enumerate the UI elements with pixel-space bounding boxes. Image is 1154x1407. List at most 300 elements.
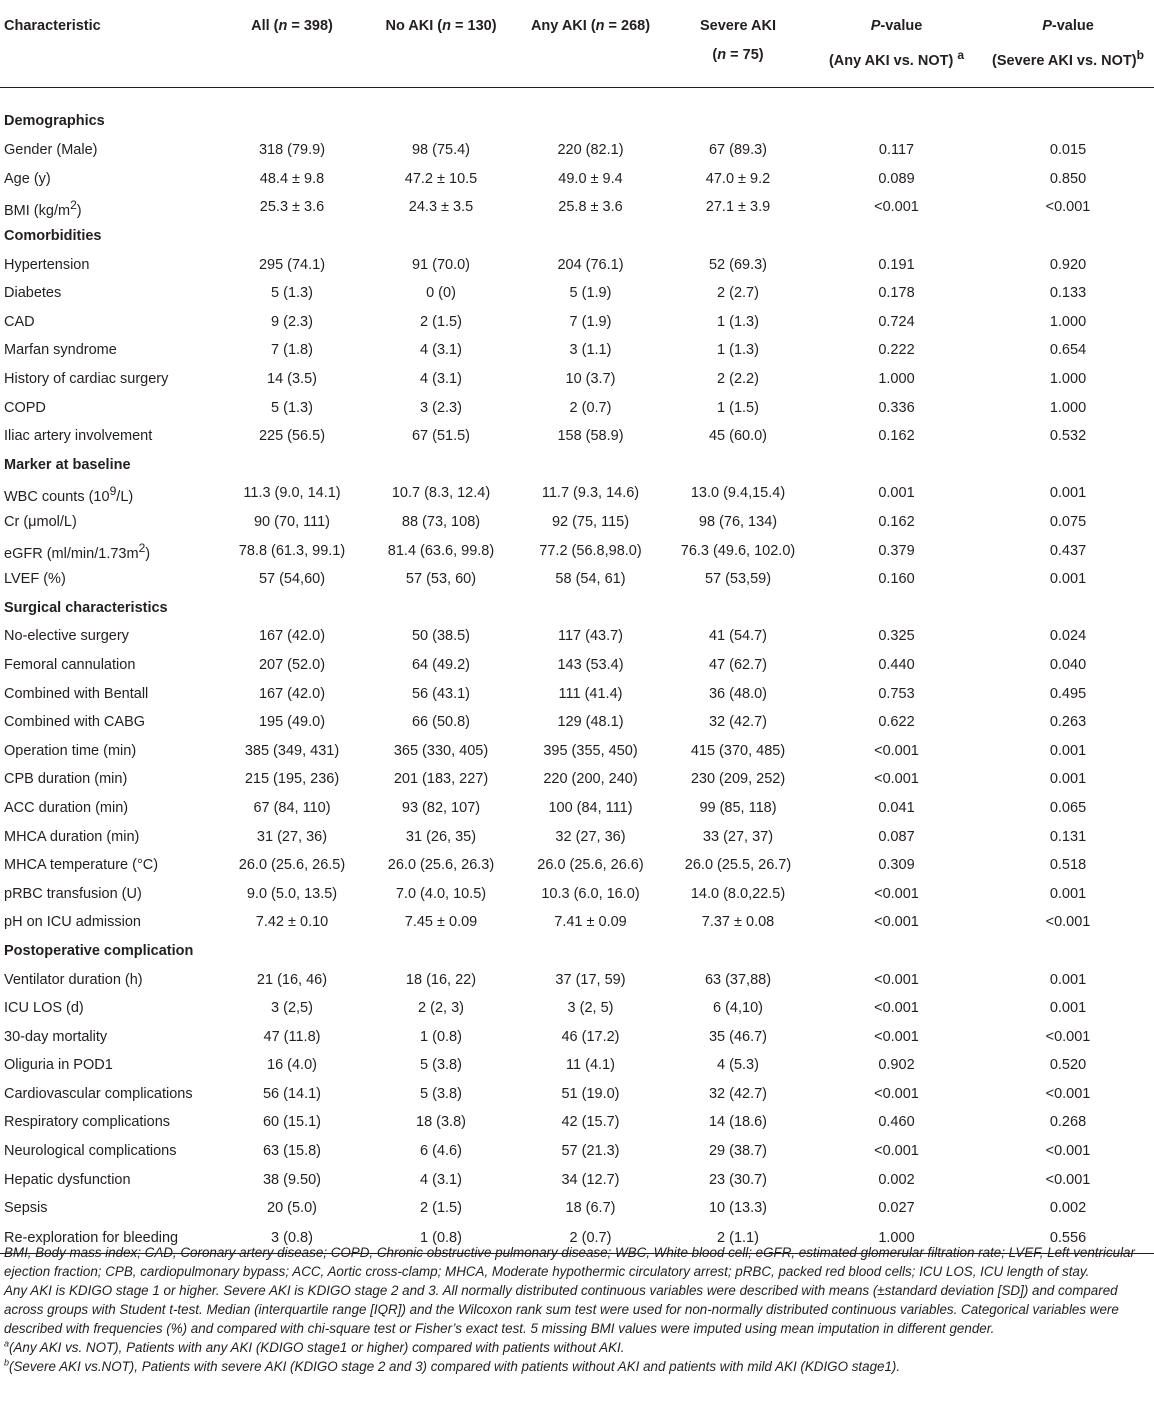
cell-all: 31 (27, 36) <box>256 828 328 845</box>
section-row <box>0 594 1154 623</box>
cell-severe-aki: 45 (60.0) <box>708 428 768 445</box>
cell-no-aki: 1 (0.8) <box>420 1028 462 1045</box>
header-characteristic: Characteristic <box>0 0 218 88</box>
cell-p-severe-aki: <0.001 <box>1045 914 1091 931</box>
table-row <box>0 1137 1154 1166</box>
header-no-aki: No AKI (n = 130) <box>366 0 516 88</box>
cell-no-aki: 66 (50.8) <box>411 714 471 731</box>
cell-any-aki: 18 (6.7) <box>565 1200 616 1217</box>
header-p-any-aki: P-value (Any AKI vs. NOT) $^a$ <box>811 0 982 88</box>
cell-severe-aki: 1 (1.3) <box>717 342 759 359</box>
table-row <box>0 536 1154 565</box>
table-row <box>0 679 1154 708</box>
cell-p-severe-aki: 0.263 <box>1049 714 1087 731</box>
cell-p-any-aki: 0.160 <box>878 571 915 588</box>
cell-all: 7.42 ± 0.10 <box>255 914 329 931</box>
cell-all: 63 (15.8) <box>262 1143 322 1160</box>
table-row <box>0 879 1154 908</box>
cell-severe-aki: 14 (18.6) <box>708 1114 768 1131</box>
cell-no-aki: 7.0 (4.0, 10.5) <box>395 885 487 902</box>
cell-p-any-aki: <0.001 <box>874 1085 919 1102</box>
cell-no-aki: 5 (3.8) <box>420 1085 462 1102</box>
row-label: pRBC transfusion (U) <box>4 885 142 902</box>
cell-severe-aki: 23 (30.7) <box>708 1171 768 1188</box>
cell-all: 26.0 (25.6, 26.5) <box>238 857 346 874</box>
cell-any-aki: 129 (48.1) <box>557 714 624 731</box>
header-severe-aki: Severe AKI (n = 75) <box>665 0 811 88</box>
cell-p-severe-aki: <0.001 <box>1045 1143 1091 1160</box>
row-label: Cr (μmol/L) <box>4 514 77 531</box>
cell-p-any-aki: <0.001 <box>874 1000 919 1017</box>
cell-severe-aki: 41 (54.7) <box>708 628 768 645</box>
table-footnotes <box>4 1243 1150 1376</box>
row-label: Ventilator duration (h) <box>4 971 143 988</box>
cell-all: 60 (15.1) <box>262 1114 322 1131</box>
footnote-a: $^a$(Any AKI vs. NOT), Patients with any AKI (KDIGO stage1 or higher) compared with patients without AKI. <box>4 1338 625 1355</box>
cell-no-aki: 6 (4.6) <box>420 1143 462 1160</box>
cell-no-aki: 26.0 (25.6, 26.3) <box>387 857 495 874</box>
cell-all: 225 (56.5) <box>258 428 326 445</box>
cell-any-aki: 11.7 (9.3, 14.6) <box>541 485 640 502</box>
cell-p-severe-aki: 0.001 <box>1049 742 1087 759</box>
cell-all: 5 (1.3) <box>271 399 313 416</box>
cell-p-severe-aki: 0.040 <box>1049 656 1087 673</box>
cell-p-any-aki: 0.622 <box>878 714 915 731</box>
cell-all: 16 (4.0) <box>267 1057 317 1074</box>
cell-no-aki: 18 (16, 22) <box>405 971 477 988</box>
cell-severe-aki: 27.1 ± 3.9 <box>705 199 771 216</box>
row-label: Iliac artery involvement <box>4 428 153 445</box>
cell-any-aki: 100 (84, 111) <box>548 799 633 816</box>
cell-any-aki: 26.0 (25.6, 26.6) <box>537 857 644 874</box>
cell-p-any-aki: 0.336 <box>878 399 915 416</box>
table-row <box>0 1194 1154 1223</box>
row-label: Sepsis <box>4 1200 48 1217</box>
cell-p-severe-aki: 0.532 <box>1049 428 1087 445</box>
cell-all: 5 (1.3) <box>271 285 313 302</box>
cell-severe-aki: 47 (62.7) <box>708 656 768 673</box>
row-label: ACC duration (min) <box>4 799 129 816</box>
cell-severe-aki: 29 (38.7) <box>708 1143 768 1160</box>
cell-p-severe-aki: <0.001 <box>1045 199 1091 216</box>
cell-any-aki: 49.0 ± 9.4 <box>558 170 623 187</box>
cell-severe-aki: 1 (1.5) <box>717 399 759 416</box>
cell-p-any-aki: 1.000 <box>878 371 915 388</box>
section-title: Surgical characteristics <box>4 599 168 616</box>
cell-p-severe-aki: 0.268 <box>1049 1114 1087 1131</box>
table-row <box>0 794 1154 823</box>
cell-any-aki: 32 (27, 36) <box>555 828 626 845</box>
cell-severe-aki: 35 (46.7) <box>708 1028 768 1045</box>
cell-p-any-aki: <0.001 <box>874 199 919 216</box>
table-row <box>0 308 1154 337</box>
cell-all: 48.4 ± 9.8 <box>259 170 325 187</box>
cell-any-aki: 42 (15.7) <box>561 1114 620 1131</box>
row-label: Hypertension <box>4 256 90 273</box>
cell-no-aki: 0 (0) <box>426 285 456 302</box>
row-label: Oliguria in POD1 <box>4 1057 113 1074</box>
cell-p-severe-aki: <0.001 <box>1045 1028 1091 1045</box>
table-row <box>0 250 1154 279</box>
cell-severe-aki: 57 (53,59) <box>704 571 772 588</box>
cell-no-aki: 67 (51.5) <box>411 428 471 445</box>
row-label: Hepatic dysfunction <box>4 1171 131 1188</box>
cell-p-severe-aki: 0.001 <box>1049 885 1087 902</box>
cell-p-severe-aki: <0.001 <box>1045 1171 1091 1188</box>
table-row <box>0 1051 1154 1080</box>
cell-p-any-aki: 0.027 <box>878 1200 915 1217</box>
cell-severe-aki: 10 (13.3) <box>708 1200 768 1217</box>
cell-p-any-aki: 0.460 <box>878 1114 915 1131</box>
cell-p-any-aki: <0.001 <box>874 1143 919 1160</box>
table-row <box>0 136 1154 165</box>
cell-any-aki: 77.2 (56.8,98.0) <box>539 542 642 559</box>
cell-p-severe-aki: 0.001 <box>1049 1000 1087 1017</box>
cell-no-aki: 81.4 (63.6, 99.8) <box>387 542 495 559</box>
cell-all: 9.0 (5.0, 13.5) <box>246 885 338 902</box>
table-row <box>0 336 1154 365</box>
table-row <box>0 1080 1154 1109</box>
cell-any-aki: 58 (54, 61) <box>555 571 626 588</box>
cell-p-any-aki: 0.222 <box>878 342 915 359</box>
cell-no-aki: 365 (330, 405) <box>393 742 489 759</box>
cell-severe-aki: 4 (5.3) <box>717 1057 759 1074</box>
table-row <box>0 422 1154 451</box>
cell-any-aki: 7.41 ± 0.09 <box>554 914 627 931</box>
table-row <box>0 508 1154 537</box>
cell-p-any-aki: 1.000 <box>811 1223 982 1254</box>
cell-p-any-aki: <0.001 <box>874 742 919 759</box>
row-label: No-elective surgery <box>4 628 129 645</box>
cell-any-aki: 92 (75, 115) <box>551 514 630 531</box>
header-all: All (n = 398) <box>218 0 366 88</box>
cell-all: 167 (42.0) <box>258 685 326 702</box>
row-label: Diabetes <box>4 285 62 302</box>
cell-no-aki: 88 (73, 108) <box>401 514 481 531</box>
row-label: Operation time (min) <box>4 742 137 759</box>
row-label: Re-exploration for bleeding <box>0 1223 218 1254</box>
cell-all: 7 (1.8) <box>271 342 313 359</box>
row-label: Neurological complications <box>4 1143 177 1160</box>
cell-p-any-aki: 0.041 <box>878 799 915 816</box>
cell-severe-aki: 32 (42.7) <box>708 714 768 731</box>
section-title: Comorbidities <box>4 228 102 245</box>
cell-p-any-aki: 0.191 <box>878 256 915 273</box>
cell-no-aki: 18 (3.8) <box>416 1114 466 1131</box>
cell-any-aki: 2 (0.7) <box>569 399 612 416</box>
cell-no-aki: 2 (1.5) <box>420 313 462 330</box>
cell-p-any-aki: 0.902 <box>878 1057 915 1074</box>
table-row <box>0 994 1154 1023</box>
cell-no-aki: 4 (3.1) <box>420 342 462 359</box>
cell-p-severe-aki: 0.920 <box>1049 256 1087 273</box>
row-label: History of cardiac surgery <box>4 371 169 388</box>
section-row <box>0 937 1154 966</box>
cell-any-aki: 158 (58.9) <box>557 428 624 445</box>
cell-p-any-aki: <0.001 <box>874 1028 919 1045</box>
cell-severe-aki: 415 (370, 485) <box>690 742 786 759</box>
cell-no-aki: 2 (1.5) <box>420 1200 462 1217</box>
cell-any-aki: 117 (43.7) <box>557 628 624 645</box>
cell-no-aki: 2 (2, 3) <box>418 1000 464 1017</box>
abbreviations-note: BMI, Body mass index; CAD, Coronary artery disease; COPD, Chronic obstructive pulmonary disease; WBC, White blood cell; eGFR, estimated glomerular filtration rate; LVEF, Left ventricular ejection fraction; CPB, cardiopulmonary bypass; ACC, Aortic cross-clamp; MHCA, Moderate hypothermic circulatory arrest; pRBC, packed red blood cells; ICU LOS, ICU length of stay. <box>4 1245 1135 1279</box>
cell-any-aki: 3 (2, 5) <box>567 1000 614 1017</box>
section-row <box>0 222 1154 251</box>
table-row <box>0 765 1154 794</box>
table-row <box>0 708 1154 737</box>
cell-no-aki: 3 (2.3) <box>420 399 462 416</box>
cell-all: 25.3 ± 3.6 <box>259 199 325 216</box>
cell-no-aki: 31 (26, 35) <box>405 828 477 845</box>
cell-all: 3 (0.8) <box>218 1223 366 1254</box>
cell-any-aki: 143 (53.4) <box>557 656 624 673</box>
cell-severe-aki: 32 (42.7) <box>708 1085 768 1102</box>
cell-any-aki: 111 (41.4) <box>558 685 623 702</box>
row-label: MHCA duration (min) <box>4 828 140 845</box>
cell-no-aki: 4 (3.1) <box>420 371 462 388</box>
cell-all: 38 (9.50) <box>262 1171 322 1188</box>
cell-severe-aki: 99 (85, 118) <box>699 799 777 816</box>
cell-p-severe-aki: 0.437 <box>1049 542 1087 559</box>
cell-all: 20 (5.0) <box>267 1200 317 1217</box>
cell-no-aki: 201 (183, 227) <box>393 771 489 788</box>
cell-p-severe-aki: 0.001 <box>1049 771 1087 788</box>
cell-p-severe-aki: 0.024 <box>1049 628 1087 645</box>
table-header <box>0 0 1154 88</box>
row-label: BMI $(kg/m^2)$ <box>4 197 82 219</box>
cell-all: 167 (42.0) <box>258 628 326 645</box>
footnote-b: $^b$(Severe AKI vs.NOT), Patients with severe AKI (KDIGO stage 2 and 3) compared with patients without AKI and patients with mild AKI (KDIGO stage1). <box>4 1357 901 1374</box>
table-row <box>0 622 1154 651</box>
table-row <box>0 851 1154 880</box>
cell-p-any-aki: 0.440 <box>878 656 915 673</box>
cell-no-aki: 57 (53, 60) <box>405 571 477 588</box>
cell-any-aki: 3 (1.1) <box>569 342 612 359</box>
cell-p-severe-aki: 0.065 <box>1049 799 1087 816</box>
cell-any-aki: 51 (19.0) <box>561 1085 620 1102</box>
cell-p-severe-aki: 0.001 <box>1049 571 1087 588</box>
cell-no-aki: 91 (70.0) <box>411 256 471 273</box>
row-label: CPB duration (min) <box>4 771 128 788</box>
cell-severe-aki: 1 (1.3) <box>717 313 759 330</box>
cell-p-severe-aki: 0.556 <box>982 1223 1154 1254</box>
cell-severe-aki: 33 (27, 37) <box>702 828 774 845</box>
cell-any-aki: 57 (21.3) <box>561 1143 620 1160</box>
cell-no-aki: 64 (49.2) <box>411 656 471 673</box>
row-label: Age (y) <box>4 170 51 187</box>
cell-all: 3 (2,5) <box>271 1000 313 1017</box>
header-any-aki: Any AKI (n = 268) <box>516 0 665 88</box>
cell-severe-aki: 230 (209, 252) <box>690 771 786 788</box>
table-body <box>0 88 1154 1254</box>
row-label: 30-day mortality <box>4 1028 108 1045</box>
cell-any-aki: 220 (82.1) <box>557 142 624 159</box>
table-row <box>0 736 1154 765</box>
cell-no-aki: 10.7 (8.3, 12.4) <box>391 485 491 502</box>
cell-all: 21 (16, 46) <box>256 971 328 988</box>
table-row <box>0 651 1154 680</box>
cell-p-severe-aki: 0.133 <box>1049 285 1087 302</box>
cell-severe-aki: 14.0 (8.0,22.5) <box>690 885 786 902</box>
section-title: Demographics <box>4 113 105 129</box>
cell-no-aki: 93 (82, 107) <box>401 799 481 816</box>
cell-severe-aki: 63 (37,88) <box>704 971 772 988</box>
cell-any-aki: 5 (1.9) <box>569 285 612 302</box>
row-label: pH on ICU admission <box>4 914 141 931</box>
cell-no-aki: 56 (43.1) <box>411 685 471 702</box>
cell-severe-aki: 6 (4,10) <box>713 1000 763 1017</box>
cell-all: 56 (14.1) <box>262 1085 322 1102</box>
cell-p-severe-aki: 0.654 <box>1049 342 1087 359</box>
cell-all: 295 (74.1) <box>258 256 326 273</box>
cell-no-aki: 5 (3.8) <box>420 1057 462 1074</box>
cell-p-severe-aki: 0.520 <box>1049 1057 1087 1074</box>
cell-p-any-aki: 0.178 <box>878 285 915 302</box>
cell-all: 215 (195, 236) <box>244 771 340 788</box>
cell-any-aki: 34 (12.7) <box>561 1171 620 1188</box>
section-title: Postoperative complication <box>4 942 194 959</box>
cell-all: 14 (3.5) <box>267 371 317 388</box>
cell-p-any-aki: 0.309 <box>878 857 915 874</box>
cell-all: 57 (54,60) <box>258 571 326 588</box>
cell-severe-aki: 36 (48.0) <box>708 685 768 702</box>
cell-any-aki: 10 (3.7) <box>565 371 616 388</box>
cell-all: 90 (70, 111) <box>253 514 331 531</box>
table-row <box>0 165 1154 194</box>
cell-any-aki: 7 (1.9) <box>569 313 612 330</box>
cell-p-severe-aki: 1.000 <box>1049 313 1087 330</box>
table-row <box>0 822 1154 851</box>
cell-p-any-aki: 0.162 <box>878 428 915 445</box>
cell-p-any-aki: <0.001 <box>874 885 919 902</box>
cell-any-aki: 2 (0.7) <box>516 1223 665 1254</box>
cell-p-any-aki: 0.724 <box>878 313 915 330</box>
cell-any-aki: 11 (4.1) <box>566 1057 615 1074</box>
cell-p-severe-aki: 0.015 <box>1049 142 1087 159</box>
cell-severe-aki: 67 (89.3) <box>708 142 768 159</box>
row-label: Marfan syndrome <box>4 342 117 359</box>
row-label: MHCA temperature (°C) <box>4 857 159 874</box>
cell-severe-aki: 2 (2.2) <box>717 371 759 388</box>
table-row <box>0 1108 1154 1137</box>
row-label: eGFR $(ml/\min/1.73m^2)$ <box>4 540 151 562</box>
cell-any-aki: 10.3 (6.0, 16.0) <box>541 885 640 902</box>
cell-p-severe-aki: 1.000 <box>1049 371 1087 388</box>
cell-p-any-aki: <0.001 <box>874 771 919 788</box>
cell-p-any-aki: <0.001 <box>874 971 919 988</box>
cell-no-aki: 7.45 ± 0.09 <box>404 914 478 931</box>
row-label: LVEF (%) <box>4 571 66 588</box>
cell-p-severe-aki: 0.131 <box>1049 828 1087 845</box>
cell-p-severe-aki: 0.001 <box>1049 485 1087 502</box>
cell-severe-aki: 98 (76, 134) <box>698 514 778 531</box>
section-title: Marker at baseline <box>4 456 131 473</box>
row-label: CAD <box>4 313 35 330</box>
cell-no-aki: 98 (75.4) <box>411 142 471 159</box>
table-row <box>0 479 1154 508</box>
cell-any-aki: 395 (355, 450) <box>543 742 638 759</box>
row-label: Gender (Male) <box>4 142 98 159</box>
row-label: ICU LOS (d) <box>4 1000 84 1017</box>
table-row <box>0 1165 1154 1194</box>
cell-p-severe-aki: 0.518 <box>1049 857 1087 874</box>
cell-no-aki: 50 (38.5) <box>411 628 471 645</box>
cell-no-aki: 4 (3.1) <box>420 1171 462 1188</box>
section-row <box>0 451 1154 480</box>
cell-no-aki: 47.2 ± 10.5 <box>404 170 478 187</box>
row-label: Respiratory complications <box>4 1114 171 1131</box>
cell-p-any-aki: 0.002 <box>878 1171 915 1188</box>
cell-p-any-aki: <0.001 <box>874 914 919 931</box>
cell-p-any-aki: 0.089 <box>878 170 915 187</box>
cell-severe-aki: 47.0 ± 9.2 <box>705 170 771 187</box>
cell-severe-aki: 7.37 ± 0.08 <box>701 914 775 931</box>
cell-p-any-aki: 0.753 <box>878 685 915 702</box>
table-row <box>0 393 1154 422</box>
cell-p-severe-aki: <0.001 <box>1045 1085 1091 1102</box>
cell-p-any-aki: 0.162 <box>878 514 915 531</box>
table-row <box>0 365 1154 394</box>
section-row <box>0 88 1154 137</box>
cell-severe-aki: 76.3 (49.6, 102.0) <box>680 542 796 559</box>
cell-p-severe-aki: 1.000 <box>1049 399 1087 416</box>
cell-p-severe-aki: 0.495 <box>1049 685 1087 702</box>
row-label: WBC counts $(10^9/L)$ <box>4 483 134 505</box>
cell-all: 385 (349, 431) <box>244 742 340 759</box>
row-label: Combined with Bentall <box>4 685 149 702</box>
cell-all: 195 (49.0) <box>258 714 326 731</box>
cell-p-severe-aki: 0.002 <box>1049 1200 1087 1217</box>
table-row <box>0 965 1154 994</box>
cell-all: 78.8 (61.3, 99.1) <box>238 542 346 559</box>
header-p-severe-aki: P-value (Severe AKI vs. NOT)$^b$ <box>982 0 1154 88</box>
cell-all: 67 (84, 110) <box>253 799 331 816</box>
table-row <box>0 1022 1154 1051</box>
row-label: Cardiovascular complications <box>4 1085 193 1102</box>
row-label: Combined with CABG <box>4 714 146 731</box>
cell-all: 207 (52.0) <box>258 656 326 673</box>
cell-all: 47 (11.8) <box>263 1028 321 1045</box>
cell-any-aki: 204 (76.1) <box>557 256 624 273</box>
cell-all: 318 (79.9) <box>258 142 326 159</box>
row-label: COPD <box>4 399 46 416</box>
table-row <box>0 908 1154 937</box>
cell-any-aki: 25.8 ± 3.6 <box>558 199 623 216</box>
cell-p-any-aki: 0.379 <box>878 542 915 559</box>
cell-p-severe-aki: 0.001 <box>1049 971 1087 988</box>
cell-no-aki: 1 (0.8) <box>366 1223 516 1254</box>
cell-p-severe-aki: 0.850 <box>1049 170 1087 187</box>
cell-severe-aki: 13.0 (9.4,15.4) <box>690 485 786 502</box>
table-row <box>0 279 1154 308</box>
cell-no-aki: 24.3 ± 3.5 <box>408 199 474 216</box>
cell-p-any-aki: 0.325 <box>878 628 915 645</box>
cell-any-aki: 220 (200, 240) <box>543 771 638 788</box>
cell-all: 11.3 (9.0, 14.1) <box>243 485 341 502</box>
cell-severe-aki: 2 (1.1) <box>665 1223 811 1254</box>
table-row <box>0 565 1154 594</box>
cell-all: 9 (2.3) <box>271 313 313 330</box>
cell-any-aki: 37 (17, 59) <box>555 971 626 988</box>
table-row <box>0 193 1154 222</box>
cell-p-any-aki: 0.117 <box>878 142 915 159</box>
cell-severe-aki: 2 (2.7) <box>717 285 759 302</box>
cell-severe-aki: 26.0 (25.5, 26.7) <box>684 857 792 874</box>
cell-p-any-aki: 0.001 <box>878 485 915 502</box>
cell-any-aki: 46 (17.2) <box>561 1028 620 1045</box>
cell-severe-aki: 52 (69.3) <box>708 256 768 273</box>
row-label: Femoral cannulation <box>4 656 136 673</box>
